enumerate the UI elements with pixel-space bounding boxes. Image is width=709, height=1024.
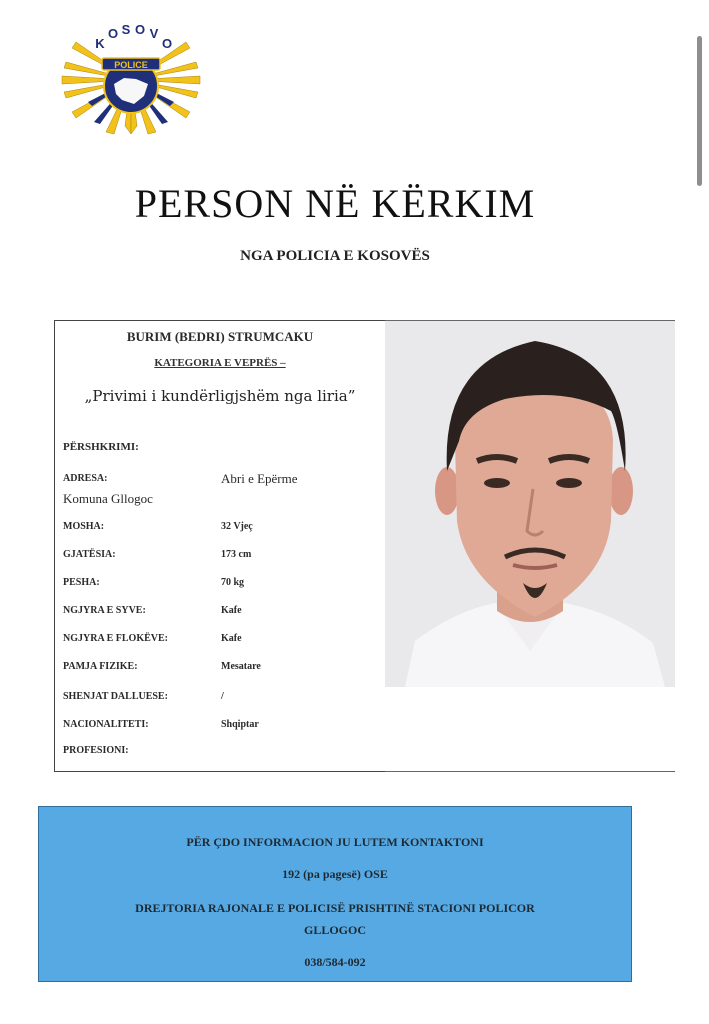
height-value: 173 cm <box>221 549 252 560</box>
hair-color-label: NGJYRA E FLOKËVE: <box>63 633 169 644</box>
svg-text:POLICE: POLICE <box>114 60 148 70</box>
appearance-label: PAMJA FIZIKE: <box>63 661 138 672</box>
distinguishing-marks-value: / <box>221 691 224 702</box>
contact-hotline: 192 (pa pagesë) OSE <box>282 867 388 881</box>
description-label: PËRSHKRIMI: <box>63 441 139 453</box>
profession-label: PROFESIONI: <box>63 745 129 756</box>
svg-text:O: O <box>134 24 146 37</box>
photo-frame <box>385 320 675 772</box>
distinguishing-marks-label: SHENJAT DALLUESE: <box>63 691 168 702</box>
svg-text:K: K <box>95 36 105 51</box>
contact-station: GLLOGOC <box>303 923 366 937</box>
scrollbar[interactable] <box>697 36 702 186</box>
svg-text:S: S <box>121 24 131 37</box>
kosovo-police-logo <box>56 24 206 136</box>
poster-subtitle: NGA POLICIA E KOSOVËS <box>240 248 430 264</box>
age-label: MOSHA: <box>63 521 105 532</box>
age-value: 32 Vjeç <box>221 521 253 532</box>
weight-label: PESHA: <box>63 577 100 588</box>
contact-directorate: DREJTORIA RAJONALE E POLICISË PRISHTINË STACIONI POLICOR <box>135 901 535 915</box>
offense-category-label: KATEGORIA E VEPRËS – <box>154 357 286 369</box>
weight-value: 70 kg <box>221 577 245 588</box>
svg-text:V: V <box>149 26 159 41</box>
person-name: BURIM (BEDRI) STRUMCAKU <box>126 329 314 344</box>
address-municipality: Komuna Gllogoc <box>63 491 153 506</box>
contact-box <box>38 806 632 982</box>
height-label: GJATËSIA: <box>63 549 116 560</box>
person-photo <box>385 321 675 687</box>
contact-phone: 038/584-092 <box>304 955 366 969</box>
nationality-value: Shqiptar <box>221 719 259 730</box>
eye-color-label: NGJYRA E SYVE: <box>63 605 146 616</box>
nationality-label: NACIONALITETI: <box>63 719 149 730</box>
svg-text:O: O <box>107 26 119 41</box>
offense-text: „Privimi i kundërligjshëm nga liria” <box>84 387 356 405</box>
hair-color-value: Kafe <box>221 633 242 644</box>
poster-title: PERSON NË KËRKIM <box>134 181 536 226</box>
appearance-value: Mesatare <box>221 661 261 672</box>
contact-heading: PËR ÇDO INFORMACION JU LUTEM KONTAKTONI <box>186 835 484 849</box>
eye-color-value: Kafe <box>221 605 242 616</box>
address-label: ADRESA: <box>63 473 108 484</box>
svg-text:O: O <box>161 36 173 51</box>
address-value: Abri e Epërme <box>221 471 298 486</box>
person-info-box <box>54 320 386 772</box>
